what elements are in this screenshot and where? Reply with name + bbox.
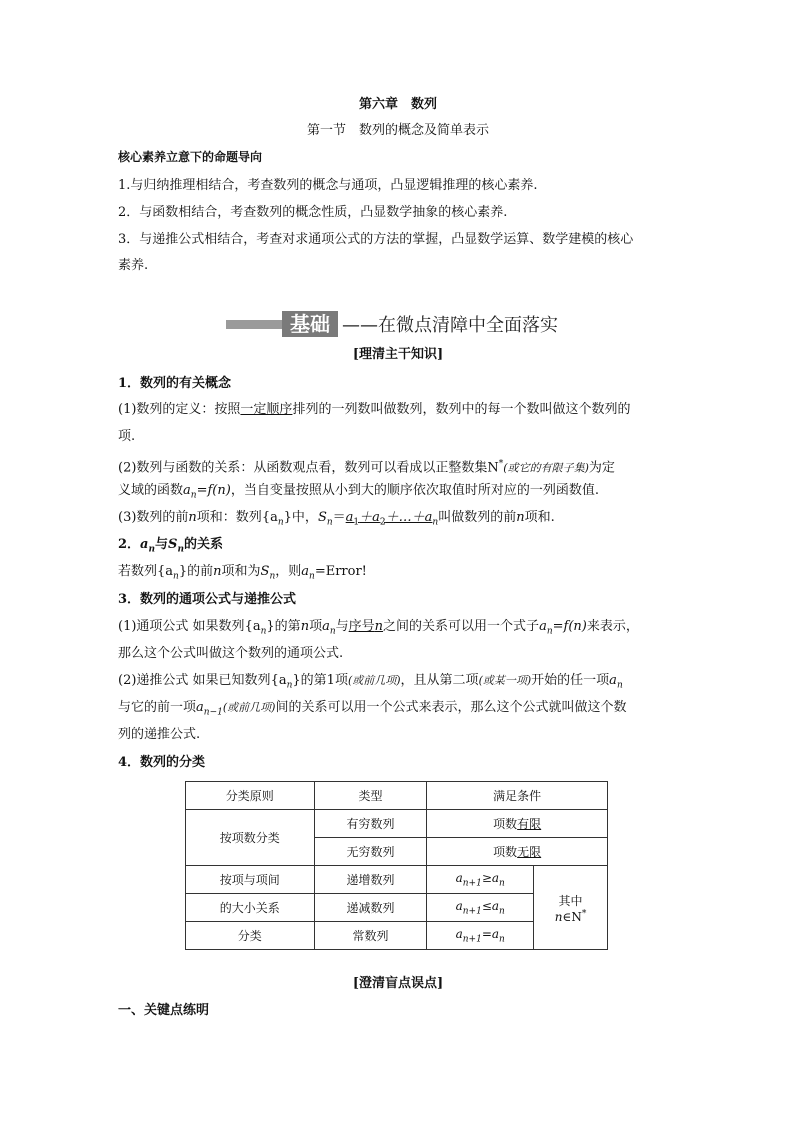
header-type: 类型	[314, 782, 427, 810]
header-principle: 分类原则	[186, 782, 315, 810]
section-title: 第一节 数列的概念及简单表示	[306, 123, 489, 138]
s1-p2-cont: 义域的函数$a_n=f(n)$，当自变量按照从小到大的顺序依次取值时所对应的一列函数值.	[118, 483, 599, 501]
cell-increasing: 递增数列	[314, 866, 427, 894]
s2-p1: 若数列$\{a_n\}$的前n项和为$S_n$，则$a_n=Error$!	[118, 564, 367, 582]
s3-p1-cont: 那么这个公式叫做这个数列的通项公式.	[118, 646, 344, 661]
table-row	[186, 810, 608, 838]
cell-rel-c: 分类	[186, 922, 315, 950]
core-item-2: 2．与函数相结合，考查数列的概念性质，凸显数学抽象的核心素养.	[118, 205, 508, 220]
s3-p2-end: 列的递推公式.	[118, 727, 201, 742]
cell-infinite-cond: 项数无限	[427, 838, 608, 866]
core-heading: 核心素养立意下的命题导向	[118, 150, 263, 164]
cell-by-count: 按项数分类	[186, 810, 315, 866]
banner-bar	[226, 320, 282, 329]
core-item-3: 3．与递推公式相结合，考查对求通项公式的方法的掌握，凸显数学运算、数学建模的核心	[118, 232, 634, 247]
core-item-1: 1.与归纳推理相结合，考查数列的概念与通项，凸显逻辑推理的核心素养.	[118, 178, 538, 193]
cell-increasing-cond: $a_{n+1}\ge a_n$	[427, 866, 534, 894]
cell-rel-a: 按项与项间	[186, 866, 315, 894]
s3-p2: (2)递推公式 如果已知数列$\{a_n\}$的第1项(或前几项)，且从第二项(或某一项)开始的任一项$a_n$	[118, 673, 623, 691]
cell-finite: 有穷数列	[314, 810, 427, 838]
chapter-title: 第六章 数列	[358, 97, 437, 112]
s1-title: 1．数列的有关概念	[118, 376, 232, 391]
s5-title: 一、关键点练明	[118, 1003, 210, 1018]
core-item-4: 素养.	[118, 258, 149, 273]
subheading-knowledge: [理清主干知识]	[352, 347, 444, 362]
s4-title: 4．数列的分类	[118, 755, 206, 770]
cell-constant-cond: $a_{n+1}=a_n$	[427, 922, 534, 950]
s1-p1-cont: 项.	[118, 429, 136, 444]
header-condition: 满足条件	[427, 782, 608, 810]
classification-table	[185, 781, 608, 950]
table-header-row	[186, 782, 608, 810]
section-banner	[226, 311, 558, 337]
banner-subtitle: ——在微点清障中全面落实	[342, 315, 558, 336]
subheading-pitfalls: [澄清盲点误点]	[352, 976, 444, 991]
s3-p2-cont: 与它的前一项$a_{n-1}$(或前几项)间的关系可以用一个公式来表示，那么这个公式就叫做这个数	[118, 700, 627, 718]
s1-p3: (3)数列的前n项和：数列$\{a_n\}$中，$S_n=a_1+a_2+\dots+a_n$叫做数列的前n项和.	[118, 510, 555, 528]
cell-infinite: 无穷数列	[314, 838, 427, 866]
banner-tag: 基础	[282, 311, 338, 337]
cell-decreasing-cond: $a_{n+1}\le a_n$	[427, 894, 534, 922]
s3-p1: (1)通项公式 如果数列$\{a_n\}$的第n项$a_n$与序号n之间的关系可以用一个式子$a_n=f(n)$来表示，	[118, 619, 639, 637]
cell-rel-b: 的大小关系	[186, 894, 315, 922]
cell-constant: 常数列	[314, 922, 427, 950]
table-row	[186, 866, 608, 894]
s1-p1: (1)数列的定义：按照一定顺序排列的一列数叫做数列，数列中的每一个数叫做这个数列的	[118, 402, 631, 417]
s3-title: 3．数列的通项公式与递推公式	[118, 592, 297, 607]
s1-p2: (2)数列与函数的关系：从函数观点看，数列可以看成以正整数集N*(或它的有限子集)为定	[118, 459, 615, 476]
s2-title: 2．$a_n$与$S_n$的关系	[118, 537, 223, 555]
cell-decreasing: 递减数列	[314, 894, 427, 922]
cell-finite-cond: 项数有限	[427, 810, 608, 838]
cell-note: 其中 n∈N*	[534, 866, 608, 950]
